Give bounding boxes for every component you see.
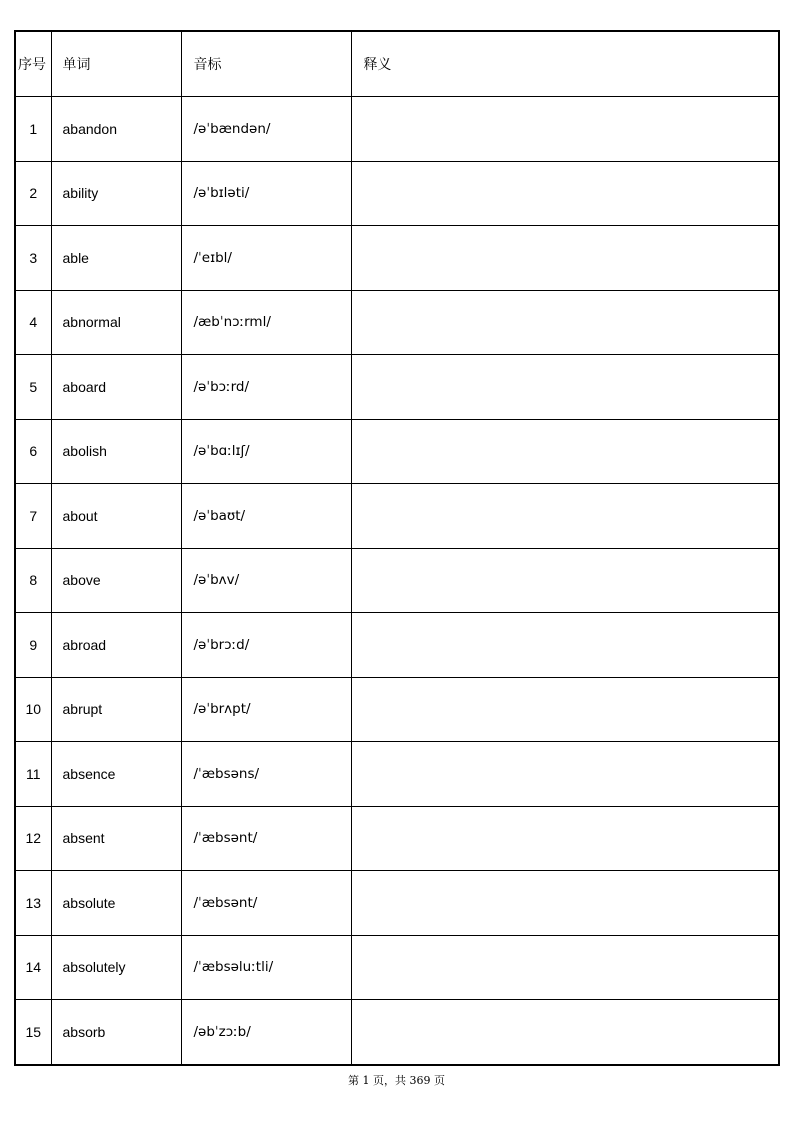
row-number: 1 [15,97,51,162]
row-definition [351,806,779,871]
row-definition [351,484,779,549]
row-phonetic: /əˈbɪləti/ [181,161,351,226]
table-row [15,419,779,484]
row-word: absent [51,806,181,871]
header-phonetic: 音标 [181,31,351,97]
row-word: absorb [51,1000,181,1065]
row-number: 10 [15,677,51,742]
row-word: absolute [51,871,181,936]
row-number: 8 [15,548,51,613]
row-phonetic: /əˈbɑːlɪʃ/ [181,419,351,484]
table-row [15,935,779,1000]
row-word: abandon [51,97,181,162]
header-number: 序号 [15,31,51,97]
row-phonetic: /əˈbrɔːd/ [181,613,351,678]
header-word: 单词 [51,31,181,97]
row-phonetic: /əˈbaʊt/ [181,484,351,549]
row-number: 12 [15,806,51,871]
row-definition [351,677,779,742]
row-phonetic: /ˈæbsənt/ [181,871,351,936]
row-definition [351,290,779,355]
row-number: 14 [15,935,51,1000]
row-definition [351,871,779,936]
table-row [15,355,779,420]
row-number: 6 [15,419,51,484]
row-phonetic: /ˈeɪbl/ [181,226,351,291]
row-phonetic: /əˈbrʌpt/ [181,677,351,742]
row-number: 9 [15,613,51,678]
table-row [15,613,779,678]
row-word: abolish [51,419,181,484]
row-word: about [51,484,181,549]
row-phonetic: /əˈbʌv/ [181,548,351,613]
row-number: 7 [15,484,51,549]
row-definition [351,1000,779,1065]
row-number: 2 [15,161,51,226]
table-row [15,484,779,549]
row-definition [351,97,779,162]
table-row [15,806,779,871]
row-number: 15 [15,1000,51,1065]
row-word: abroad [51,613,181,678]
table-row [15,548,779,613]
row-phonetic: /ˈæbsəns/ [181,742,351,807]
row-phonetic: /əˈbændən/ [181,97,351,162]
row-word: abnormal [51,290,181,355]
row-word: absolutely [51,935,181,1000]
row-phonetic: /ˈæbsəluːtli/ [181,935,351,1000]
table-row [15,1000,779,1065]
row-number: 11 [15,742,51,807]
row-phonetic: /ˈæbsənt/ [181,806,351,871]
table-row [15,226,779,291]
row-definition [351,548,779,613]
row-number: 13 [15,871,51,936]
row-definition [351,419,779,484]
row-number: 4 [15,290,51,355]
row-definition [351,935,779,1000]
table-row [15,290,779,355]
row-word: abrupt [51,677,181,742]
table-row [15,677,779,742]
row-word: able [51,226,181,291]
table-header-row [15,31,779,97]
table-row [15,742,779,807]
row-definition [351,355,779,420]
row-phonetic: /əˈbɔːrd/ [181,355,351,420]
table-row [15,871,779,936]
table-row [15,161,779,226]
row-word: ability [51,161,181,226]
vocabulary-table [14,30,780,1066]
row-word: aboard [51,355,181,420]
row-number: 5 [15,355,51,420]
page-footer: 第 1 页，共 369 页 [348,1074,445,1087]
row-phonetic: /əbˈzɔːb/ [181,1000,351,1065]
table-body [15,97,779,1065]
header-definition: 释义 [351,31,779,97]
row-word: absence [51,742,181,807]
row-definition [351,742,779,807]
row-definition [351,613,779,678]
row-definition [351,161,779,226]
row-phonetic: /æbˈnɔːrml/ [181,290,351,355]
row-number: 3 [15,226,51,291]
table-row [15,97,779,162]
row-definition [351,226,779,291]
row-word: above [51,548,181,613]
